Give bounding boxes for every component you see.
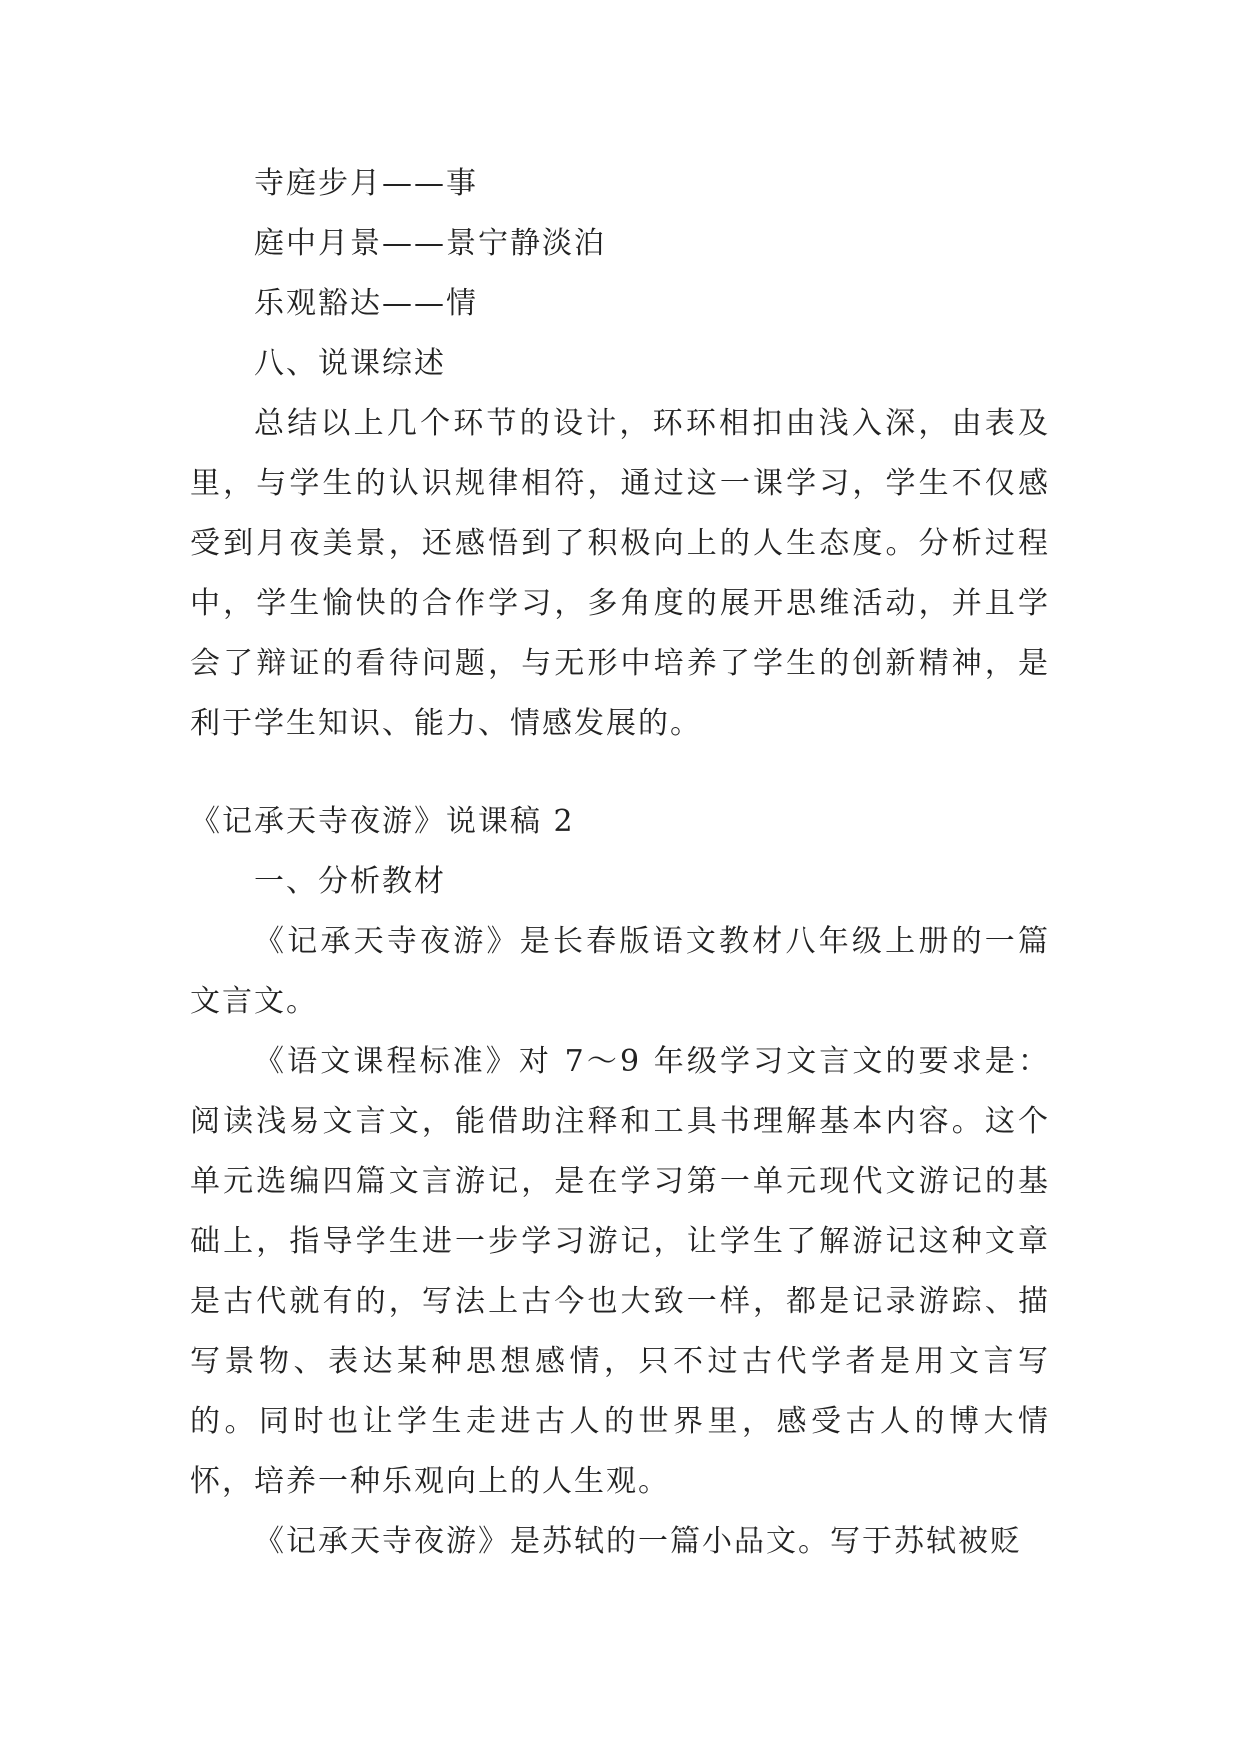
document-title: 《记承天寺夜游》说课稿 2 — [190, 804, 575, 839]
summary-paragraph: 总结以上几个环节的设计，环环相扣由浅入深，由表及里，与学生的认识规律相符，通过这一课学习，学生不仅感受到月夜美景，还感悟到了积极向上的人生态度。分析过程中，学生愉快的合作学习，多角度的展开思维活动，并且学会了辩证的看待问题，与无形中培养了学生的创新精神，是利于学生知识、能力、情感发展的。 — [190, 406, 1050, 741]
body-paragraph: 《语文课程标准》对 7～9 年级学习文言文的要求是：阅读浅易文言文，能借助注释和工具书理解基本内容。这个单元选编四篇文言游记，是在学习第一单元现代文游记的基础上，指导学生进一步学习游记，让学生了解游记这种文章是古代就有的，写法上古今也大致一样，都是记录游踪、描写景物、表达某种思想感情，只不过古代学者是用文言写的。同时也让学生走进古人的世界里，感受古人的博大情怀，培养一种乐观向上的人生观。 — [190, 1044, 1050, 1499]
outline-line-event: 寺庭步月——事 — [254, 166, 478, 201]
section-heading: 八、说课综述 — [254, 346, 446, 381]
section-lesson-summary — [190, 154, 1050, 754]
section-heading: 一、分析教材 — [254, 864, 446, 899]
section-lesson-plan-2 — [190, 792, 1050, 1572]
outline-line-emotion: 乐观豁达——情 — [254, 286, 478, 321]
body-paragraph: 《记承天寺夜游》是长春版语文教材八年级上册的一篇文言文。 — [190, 924, 1050, 1019]
body-paragraph: 《记承天寺夜游》是苏轼的一篇小品文。写于苏轼被贬 — [254, 1524, 1022, 1559]
outline-line-scene: 庭中月景——景宁静淡泊 — [254, 226, 606, 261]
